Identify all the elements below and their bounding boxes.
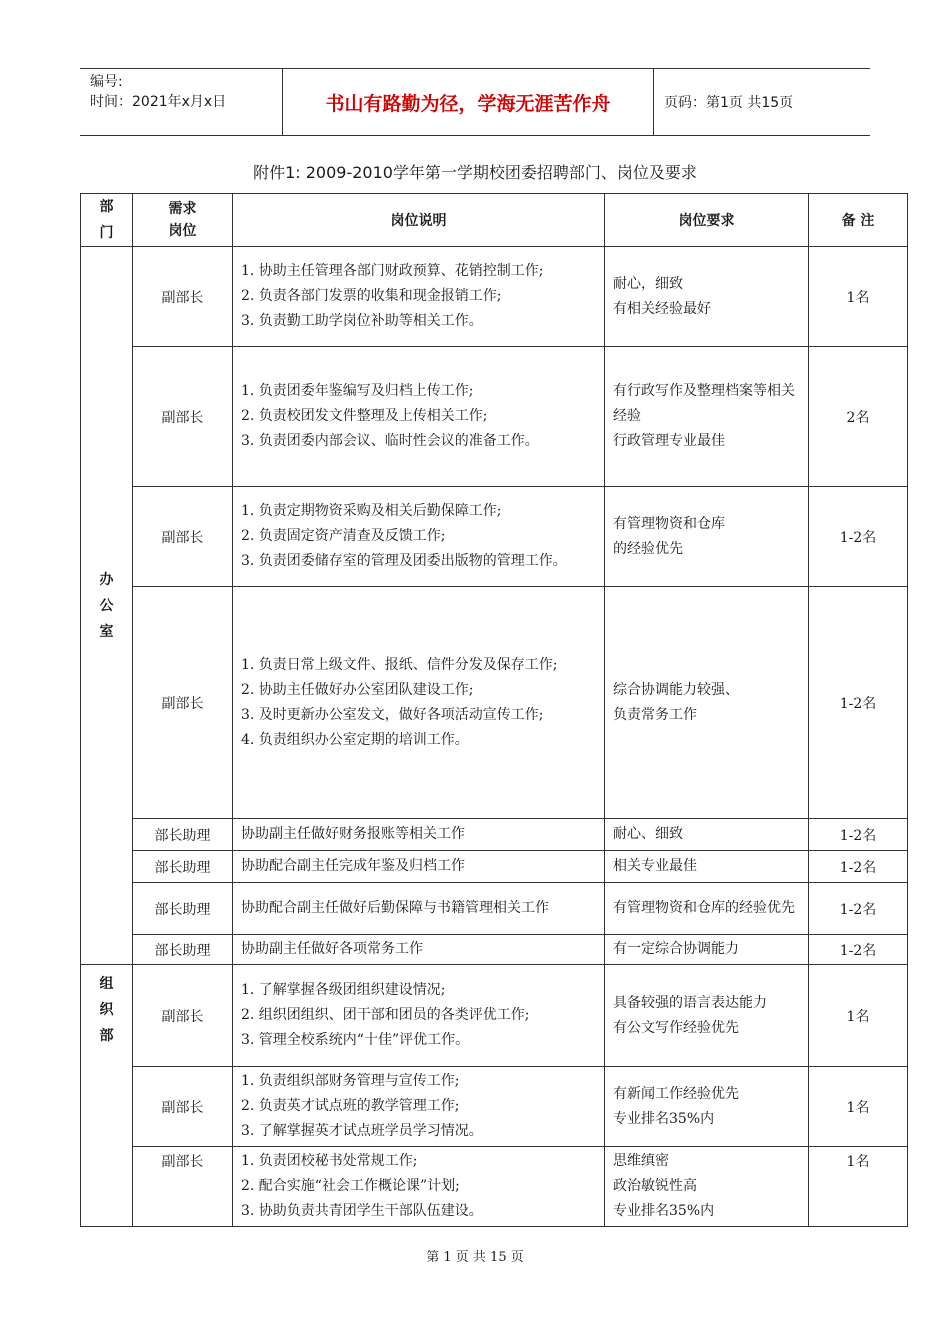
note-cell: 1-2名	[809, 819, 908, 851]
requirement-cell	[605, 347, 809, 487]
description-cell	[233, 883, 605, 935]
description-line: 协助副主任做好财务报账等相关工作	[241, 826, 465, 842]
requirement-line: 的经验优先	[613, 540, 683, 557]
table-row	[81, 1147, 908, 1227]
description-cell	[233, 247, 605, 347]
header-dept: 部门	[81, 194, 133, 247]
description-line: 3. 负责团委储存室的管理及团委出版物的管理工作。	[241, 553, 567, 569]
description-cell	[233, 965, 605, 1067]
description-cell	[233, 851, 605, 883]
description-line: 3. 负责勤工助学岗位补助等相关工作。	[241, 313, 483, 329]
note-cell: 1名	[809, 965, 908, 1067]
position-cell: 副部长	[133, 965, 233, 1067]
description-cell	[233, 1147, 605, 1227]
description-line: 3. 协助负责共青团学生干部队伍建设。	[241, 1203, 483, 1219]
requirement-line: 有管理物资和仓库	[613, 515, 725, 532]
requirement-line: 相关专业最佳	[613, 858, 697, 874]
header-motto: 书山有路勤为径，学海无涯苦作舟	[282, 69, 654, 135]
requirement-cell	[605, 965, 809, 1067]
requirement-cell	[605, 935, 809, 965]
requirement-line: 专业排名35%内	[613, 1110, 715, 1127]
requirement-cell	[605, 1147, 809, 1227]
table-row	[81, 247, 908, 347]
header-page-label: 页码：第1页 共15页	[664, 95, 794, 111]
description-line: 2. 协助主任做好办公室团队建设工作;	[241, 681, 474, 698]
description-cell	[233, 935, 605, 965]
page-header	[80, 68, 870, 136]
table-row	[81, 819, 908, 851]
table-row	[81, 487, 908, 587]
position-cell: 部长助理	[133, 819, 233, 851]
description-cell	[233, 487, 605, 587]
description-line: 1. 协助主任管理各部门财政预算、花销控制工作;	[241, 263, 544, 279]
requirement-line: 有管理物资和仓库的经验优先	[613, 900, 795, 916]
description-line: 2. 负责固定资产清查及反馈工作;	[241, 528, 446, 544]
requirement-cell	[605, 851, 809, 883]
description-line: 1. 负责团校秘书处常规工作;	[241, 1153, 418, 1169]
header-position: 需求岗位	[133, 194, 233, 247]
table-row	[81, 851, 908, 883]
table-row	[81, 965, 908, 1067]
header-note: 备 注	[809, 194, 908, 247]
table-row	[81, 883, 908, 935]
description-line: 1. 负责定期物资采购及相关后勤保障工作;	[241, 503, 502, 519]
description-cell	[233, 819, 605, 851]
note-cell: 1-2名	[809, 851, 908, 883]
requirement-line: 有公文写作经验优先	[613, 1019, 739, 1036]
requirement-cell	[605, 1067, 809, 1147]
requirement-line: 有相关经验最好	[613, 300, 711, 317]
requirement-cell	[605, 587, 809, 819]
position-cell: 部长助理	[133, 883, 233, 935]
requirement-line: 专业排名35%内	[613, 1203, 715, 1219]
position-cell: 副部长	[133, 587, 233, 819]
position-cell: 副部长	[133, 487, 233, 587]
note-cell: 2名	[809, 347, 908, 487]
requirement-line: 有一定综合协调能力	[613, 941, 739, 957]
description-line: 协助配合副主任做好后勤保障与书籍管理相关工作	[241, 900, 549, 916]
requirement-line: 综合协调能力较强、	[613, 681, 739, 698]
description-line: 2. 负责各部门发票的收集和现金报销工作;	[241, 288, 502, 304]
document-title: 附件1: 2009-2010学年第一学期校团委招聘部门、岗位及要求	[253, 163, 697, 182]
table-row	[81, 587, 908, 819]
number-label: 编号:	[90, 74, 123, 90]
description-line: 3. 及时更新办公室发文，做好各项活动宣传工作;	[241, 706, 544, 723]
position-cell: 副部长	[133, 1067, 233, 1147]
description-cell	[233, 1067, 605, 1147]
note-cell: 1-2名	[809, 883, 908, 935]
note-cell: 1名	[809, 247, 908, 347]
description-line: 4. 负责组织办公室定期的培训工作。	[241, 731, 469, 748]
position-cell: 副部长	[133, 247, 233, 347]
description-line: 1. 负责日常上级文件、报纸、信件分发及保存工作;	[241, 656, 558, 673]
header-description: 岗位说明	[233, 194, 605, 247]
table-header-row	[81, 194, 908, 247]
note-cell: 1-2名	[809, 487, 908, 587]
requirement-cell	[605, 487, 809, 587]
requirement-line: 思维缜密	[613, 1153, 669, 1169]
description-line: 1. 负责组织部财务管理与宣传工作;	[241, 1073, 460, 1089]
description-line: 3. 管理全校系统内“十佳”评优工作。	[241, 1032, 470, 1048]
description-line: 3. 了解掌握英才试点班学员学习情况。	[241, 1123, 483, 1139]
requirement-line: 有行政写作及整理档案等相关经验	[613, 383, 795, 424]
description-line: 2. 负责英才试点班的教学管理工作;	[241, 1098, 460, 1114]
description-line: 2. 组织团组织、团干部和团员的各类评优工作;	[241, 1007, 530, 1023]
table-row	[81, 935, 908, 965]
description-cell	[233, 347, 605, 487]
description-cell	[233, 587, 605, 819]
requirement-line: 有新闻工作经验优先	[613, 1085, 739, 1102]
position-cell: 部长助理	[133, 851, 233, 883]
dept-cell: 组织部	[81, 965, 133, 1227]
description-line: 1. 了解掌握各级团组织建设情况;	[241, 982, 446, 998]
description-line: 协助配合副主任完成年鉴及归档工作	[241, 858, 465, 874]
requirement-line: 耐心，细致	[613, 275, 683, 292]
recruitment-table	[80, 193, 908, 1227]
requirement-line: 耐心、细致	[613, 826, 683, 842]
requirement-cell	[605, 819, 809, 851]
description-line: 1. 负责团委年鉴编写及归档上传工作;	[241, 383, 474, 399]
note-cell: 1-2名	[809, 935, 908, 965]
time-label: 时间：2021年x月x日	[90, 94, 227, 110]
requirement-line: 具备较强的语言表达能力	[613, 994, 767, 1011]
requirement-line: 负责常务工作	[613, 706, 697, 723]
table-row	[81, 347, 908, 487]
requirement-line: 行政管理专业最佳	[613, 433, 725, 449]
description-line: 2. 负责校团发文件整理及上传相关工作;	[241, 408, 488, 424]
note-cell: 1-2名	[809, 587, 908, 819]
position-cell: 副部长	[133, 1147, 233, 1227]
table-row	[81, 1067, 908, 1147]
header-requirement: 岗位要求	[605, 194, 809, 247]
position-cell: 副部长	[133, 347, 233, 487]
requirement-cell	[605, 883, 809, 935]
requirement-cell	[605, 247, 809, 347]
description-line: 2. 配合实施“社会工作概论课”计划;	[241, 1178, 460, 1194]
page-footer: 第 1 页 共 15 页	[426, 1250, 524, 1265]
description-line: 协助副主任做好各项常务工作	[241, 941, 423, 957]
requirement-line: 政治敏锐性高	[613, 1178, 697, 1194]
position-cell: 部长助理	[133, 935, 233, 965]
header-info	[80, 69, 282, 135]
note-cell: 1名	[809, 1147, 908, 1227]
dept-cell: 办公室	[81, 247, 133, 965]
note-cell: 1名	[809, 1067, 908, 1147]
description-line: 3. 负责团委内部会议、临时性会议的准备工作。	[241, 433, 539, 449]
